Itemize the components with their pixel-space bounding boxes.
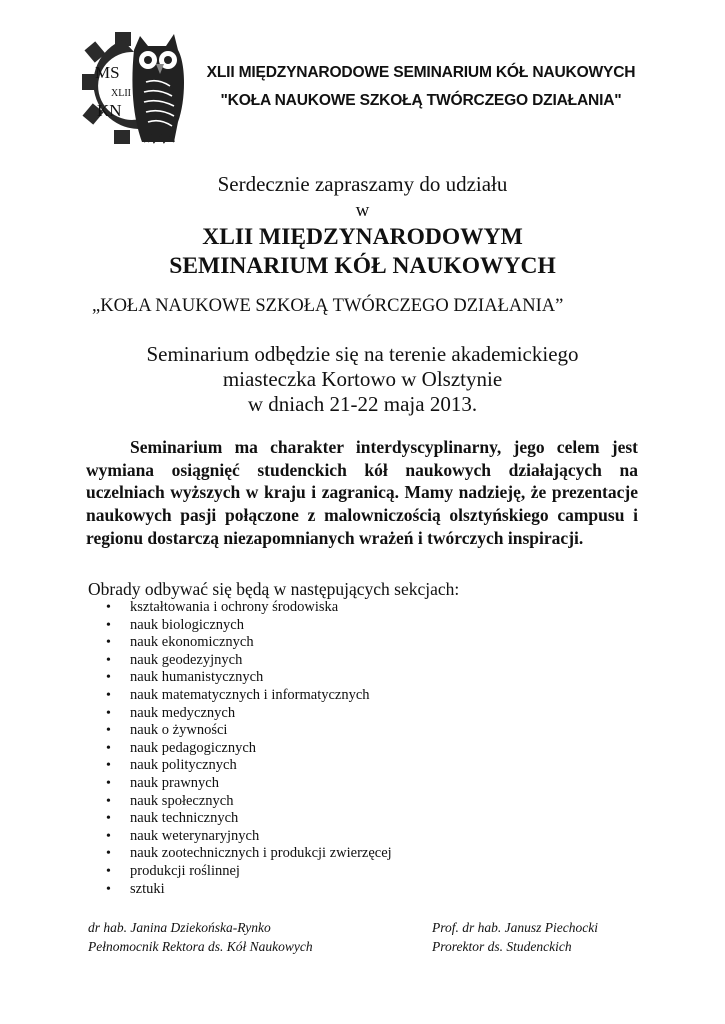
section-list-item xyxy=(106,634,392,652)
invitation-preposition: w xyxy=(355,200,370,221)
section-name: nauk pedagogicznych xyxy=(130,739,257,756)
bullet-icon: • xyxy=(106,635,111,651)
signature-right-role: Prorektor ds. Studenckich xyxy=(432,939,572,954)
logo-text-top: MS xyxy=(95,63,120,82)
section-name: nauk prawnych xyxy=(130,774,219,791)
section-name: nauk medycznych xyxy=(130,704,236,721)
sections-intro: Obrady odbywać się będą w następujących sekcjach: xyxy=(88,579,460,599)
signature-left-role: Pełnomocnik Rektora ds. Kół Naukowych xyxy=(88,939,313,954)
signature-left-name: dr hab. Janina Dziekońska-Rynko xyxy=(88,920,271,935)
section-list-item xyxy=(106,705,392,723)
bullet-icon: • xyxy=(106,705,111,721)
section-list-item xyxy=(106,757,392,775)
seminar-description: Seminarium ma charakter interdyscyplinarny, jego celem jest wymiana osiągnięć studenckich kół naukowych działających na uczelniach wyższych w kraju i zagranicą. Mamy nadzieję, że prezentacje naukowych pasji połączone z malowniczością olsztyńskiego campusu i regionu dostarczą niezapomnianych wrażeń i twórczych inspiracji. xyxy=(86,437,638,548)
section-name: nauk humanistycznych xyxy=(130,669,264,686)
bullet-icon: • xyxy=(106,617,111,633)
section-name: nauk geodezyjnych xyxy=(130,651,243,668)
section-name: nauk politycznych xyxy=(130,757,237,774)
invitation-line: Serdecznie zapraszamy do udziału xyxy=(217,172,508,196)
section-list-item xyxy=(106,863,392,881)
section-list-item xyxy=(106,617,392,635)
section-list-item xyxy=(106,669,392,687)
bullet-icon: • xyxy=(106,811,111,827)
logo-text-bottom: KN xyxy=(97,101,122,120)
section-list-item xyxy=(106,722,392,740)
section-name: nauk technicznych xyxy=(130,810,239,827)
section-list-item xyxy=(106,793,392,811)
section-list-item xyxy=(106,687,392,705)
bullet-icon: • xyxy=(106,846,111,862)
signature-left xyxy=(88,918,313,956)
sections-list xyxy=(106,599,392,898)
header-title-line1: XLII MIĘDZYNARODOWE SEMINARIUM KÓŁ NAUKOWYCH xyxy=(206,64,636,81)
seminar-motto: „KOŁA NAUKOWE SZKOŁĄ TWÓRCZEGO DZIAŁANIA” xyxy=(92,296,564,316)
signature-right-name: Prof. dr hab. Janusz Piechocki xyxy=(432,920,598,935)
section-name: nauk biologicznych xyxy=(130,616,244,633)
section-list-item xyxy=(106,845,392,863)
section-list-item xyxy=(106,881,392,899)
section-list-item xyxy=(106,775,392,793)
section-list-item xyxy=(106,828,392,846)
seminar-title-line2: SEMINARIUM KÓŁ NAUKOWYCH xyxy=(169,253,556,279)
owl-icon xyxy=(132,34,184,142)
section-list-item xyxy=(106,599,392,617)
section-name: nauk ekonomicznych xyxy=(130,634,254,651)
bullet-icon: • xyxy=(106,670,111,686)
bullet-icon: • xyxy=(106,600,111,615)
logo-text-middle: XLII xyxy=(111,88,131,99)
venue-line3: w dniach 21-22 maja 2013. xyxy=(247,392,478,416)
venue-line2: miasteczka Kortowo w Olsztynie xyxy=(222,367,503,391)
gear-owl-logo-icon xyxy=(82,30,194,148)
section-name: sztuki xyxy=(130,880,165,897)
section-list-item xyxy=(106,652,392,670)
bullet-icon: • xyxy=(106,881,111,897)
section-name: kształtowania i ochrony środowiska xyxy=(130,599,339,615)
venue-info xyxy=(0,342,725,417)
bullet-icon: • xyxy=(106,793,111,809)
section-name: nauk matematycznych i informatycznych xyxy=(130,686,370,703)
section-name: produkcji roślinnej xyxy=(130,862,240,879)
section-list-item xyxy=(106,810,392,828)
bullet-icon: • xyxy=(106,828,111,844)
bullet-icon: • xyxy=(106,758,111,774)
venue-line1: Seminarium odbędzie się na terenie akademickiego xyxy=(146,342,579,366)
bullet-icon: • xyxy=(106,687,111,703)
seminar-title-line1: XLII MIĘDZYNARODOWYM xyxy=(202,224,523,250)
bullet-icon: • xyxy=(106,740,111,756)
bullet-icon: • xyxy=(106,863,111,879)
signature-right xyxy=(432,918,598,956)
bullet-icon: • xyxy=(106,723,111,739)
bullet-icon: • xyxy=(106,775,111,791)
section-name: nauk zootechnicznych i produkcji zwierzęcej xyxy=(130,845,392,862)
section-name: nauk o żywności xyxy=(130,722,228,739)
section-name: nauk weterynaryjnych xyxy=(130,827,260,844)
section-name: nauk społecznych xyxy=(130,792,234,809)
bullet-icon: • xyxy=(106,652,111,668)
header-title-line2: "KOŁA NAUKOWE SZKOŁĄ TWÓRCZEGO DZIAŁANIA" xyxy=(220,92,622,109)
section-list-item xyxy=(106,740,392,758)
